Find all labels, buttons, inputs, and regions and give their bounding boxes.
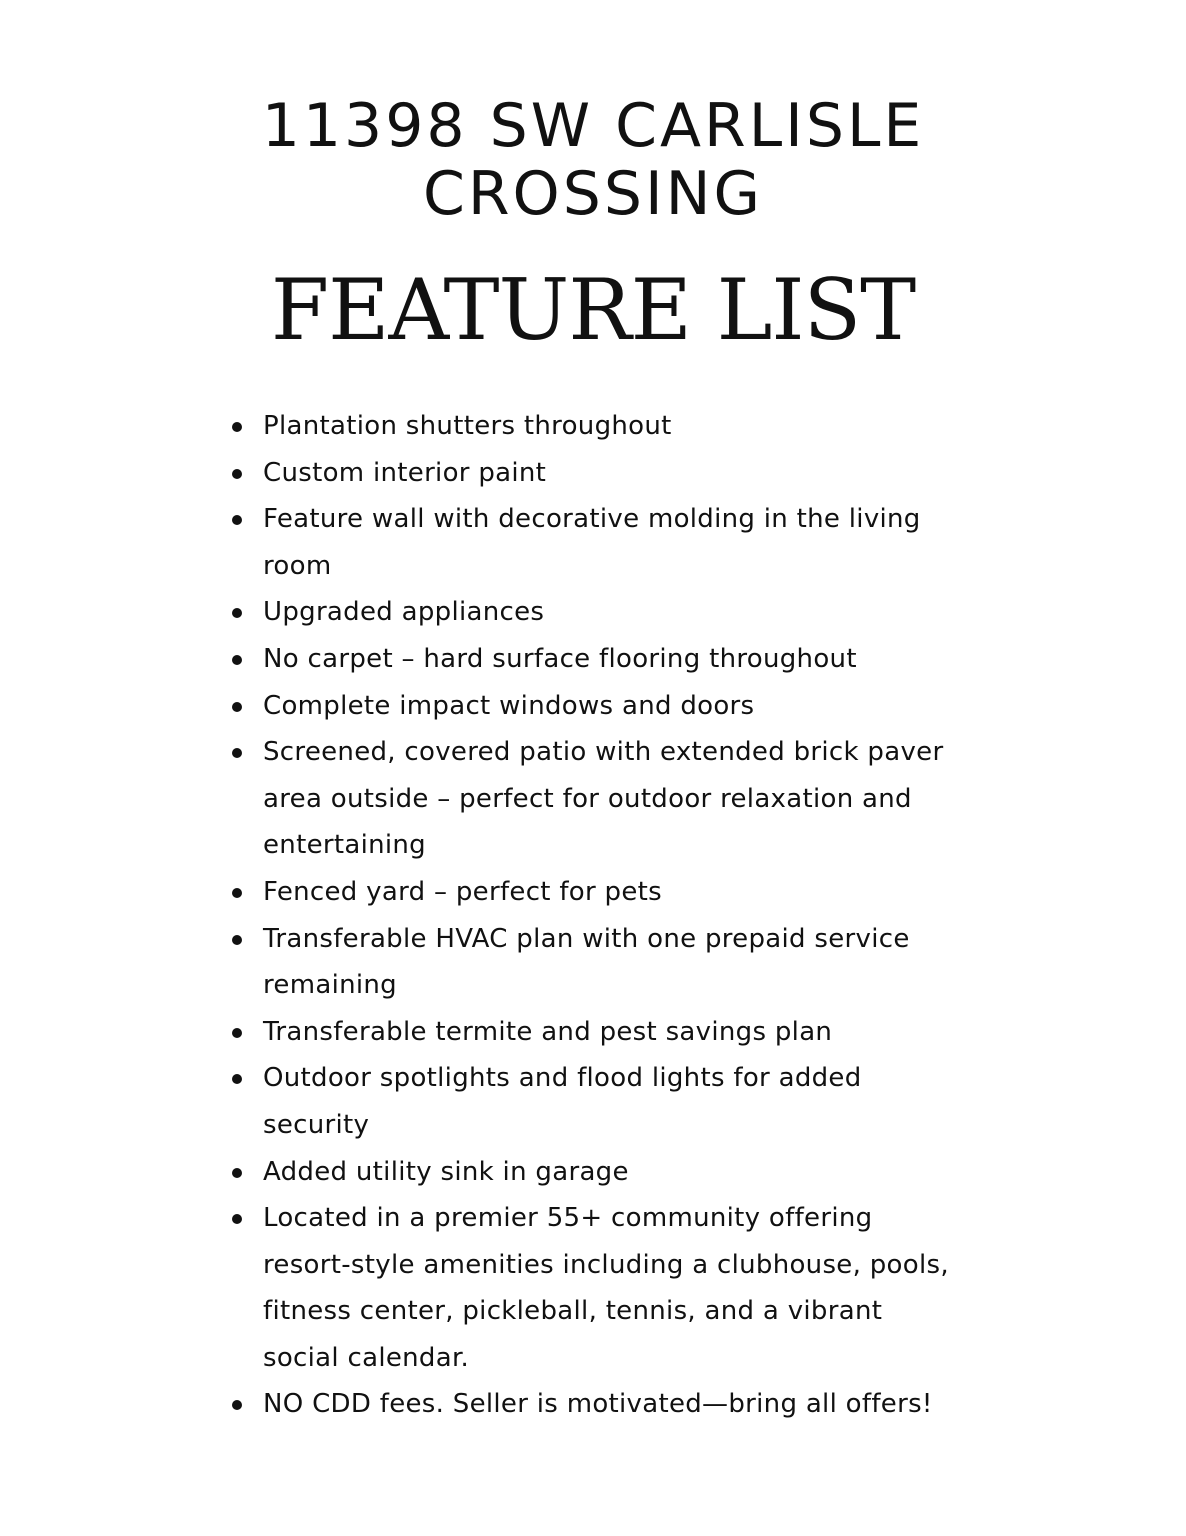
feature-item-feature-wall [263,496,963,589]
feature-item-flooring [263,636,963,683]
bullet-icon [232,1074,242,1084]
bullet-icon [232,888,242,898]
feature-text: Transferable HVAC plan with one prepaid service remaining [263,923,910,1001]
feature-item-fenced-yard [263,869,963,916]
bullet-icon [232,469,242,479]
bullet-icon [232,935,242,945]
feature-item-appliances [263,589,963,636]
feature-text: Complete impact windows and doors [263,690,755,721]
feature-item-paint [263,450,963,497]
feature-text: Upgraded appliances [263,597,545,628]
feature-text: Plantation shutters throughout [263,411,672,441]
feature-text: Screened, covered patio with extended brick paver area outside – perfect for outdoor relaxation and entertaining [263,737,944,861]
address-line-1: 11398 SW CARLISLE [261,91,925,161]
feature-item-outdoor-lights [263,1055,963,1148]
feature-text: NO CDD fees. Seller is motivated—bring all offers! [263,1389,933,1420]
feature-list-heading: FEATURE LIST [270,261,916,359]
address-line-2: CROSSING [422,159,764,229]
feature-text: Located in a premier 55+ community offering resort-style amenities including a clubhouse, pools, fitness center, pickleball, tennis, and a vibrant social calendar. [263,1203,949,1373]
feature-list [263,403,963,1428]
bullet-icon [232,515,242,525]
bullet-icon [232,748,242,758]
bullet-icon [232,1214,242,1224]
feature-text: Custom interior paint [263,457,547,488]
bullet-icon [232,702,242,712]
feature-text: No carpet – hard surface flooring throughout [263,643,857,674]
feature-text: Fenced yard – perfect for pets [263,876,662,907]
feature-text: Feature wall with decorative molding in the living room [263,504,921,581]
feature-text: Transferable termite and pest savings plan [263,1016,833,1047]
feature-item-impact-windows [263,683,963,730]
bullet-icon [232,422,242,432]
bullet-icon [232,1028,242,1038]
feature-item-shutters [263,403,963,450]
feature-item-utility-sink [263,1149,963,1196]
feature-text: Outdoor spotlights and flood lights for added security [263,1063,862,1140]
feature-text: Added utility sink in garage [263,1156,629,1187]
feature-item-patio [263,729,963,869]
feature-item-hvac-plan [263,916,963,1009]
bullet-icon [232,1168,242,1178]
bullet-icon [232,1400,242,1410]
feature-item-community [263,1195,963,1381]
feature-item-pest-plan [263,1009,963,1056]
bullet-icon [232,655,242,665]
property-address [0,92,1186,228]
feature-item-cdd-fees [263,1381,963,1428]
bullet-icon [232,608,242,618]
